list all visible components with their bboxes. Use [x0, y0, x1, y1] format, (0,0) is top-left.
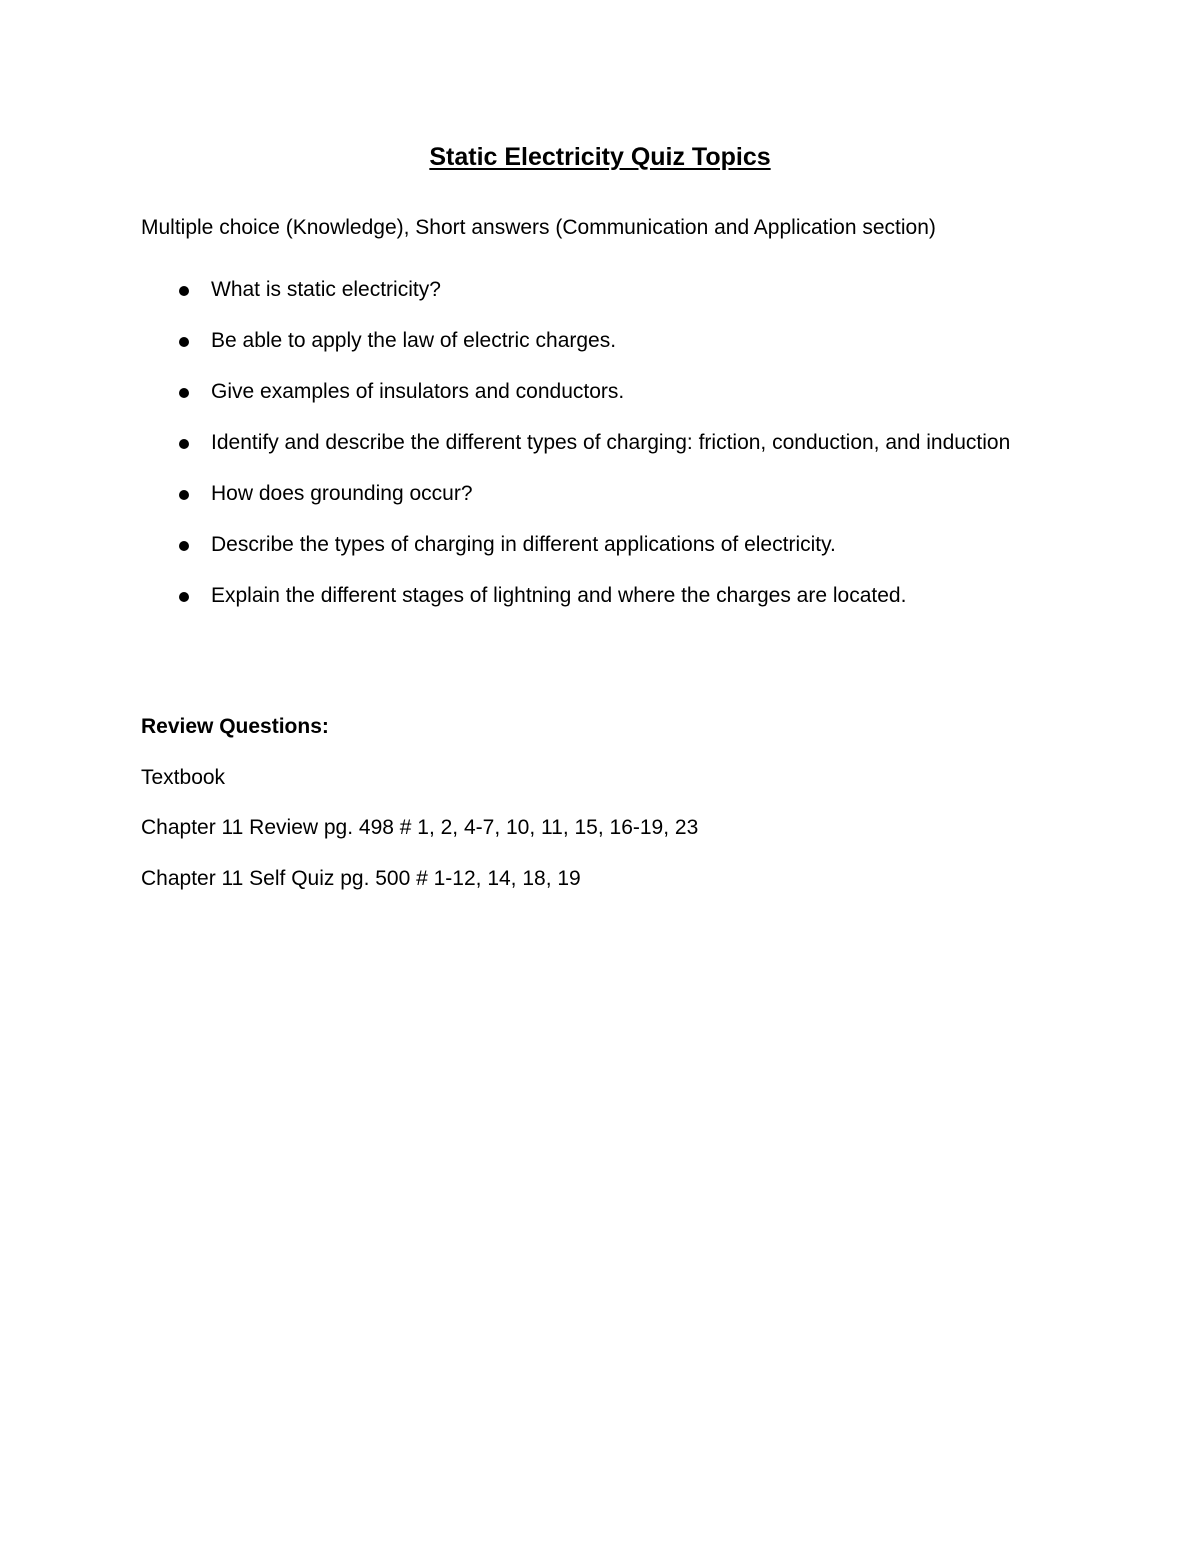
list-item — [141, 478, 1061, 509]
topic-list — [141, 274, 1061, 631]
topic-text: Be able to apply the law of electric charges. — [211, 329, 617, 352]
list-item — [141, 325, 1061, 356]
page-title: Static Electricity Quiz Topics — [429, 143, 771, 171]
quiz-format-description: Multiple choice (Knowledge), Short answers (Communication and Application section) — [141, 216, 936, 239]
list-item — [141, 427, 1061, 458]
list-item — [141, 274, 1061, 305]
topic-text: How does grounding occur? — [211, 482, 473, 505]
bullet-icon — [179, 388, 189, 398]
topic-text: Identify and describe the different types of charging: friction, conduction, and induction — [211, 431, 1011, 454]
bullet-icon — [179, 337, 189, 347]
topic-text: What is static electricity? — [211, 278, 441, 301]
bullet-icon — [179, 490, 189, 500]
chapter-review-assignment: Chapter 11 Review pg. 498 # 1, 2, 4-7, 10, 11, 15, 16-19, 23 — [141, 816, 699, 839]
list-item — [141, 529, 1061, 560]
self-quiz-assignment: Chapter 11 Self Quiz pg. 500 # 1-12, 14, 18, 19 — [141, 867, 581, 890]
bullet-icon — [179, 592, 189, 602]
topic-text: Give examples of insulators and conductors. — [211, 380, 625, 403]
list-item — [141, 580, 1061, 611]
bullet-icon — [179, 286, 189, 296]
bullet-icon — [179, 439, 189, 449]
review-questions-heading: Review Questions: — [141, 715, 329, 738]
topic-text: Describe the types of charging in different applications of electricity. — [211, 533, 836, 556]
list-item — [141, 376, 1061, 407]
review-source: Textbook — [141, 766, 226, 789]
topic-text: Explain the different stages of lightning and where the charges are located. — [211, 584, 907, 607]
bullet-icon — [179, 541, 189, 551]
